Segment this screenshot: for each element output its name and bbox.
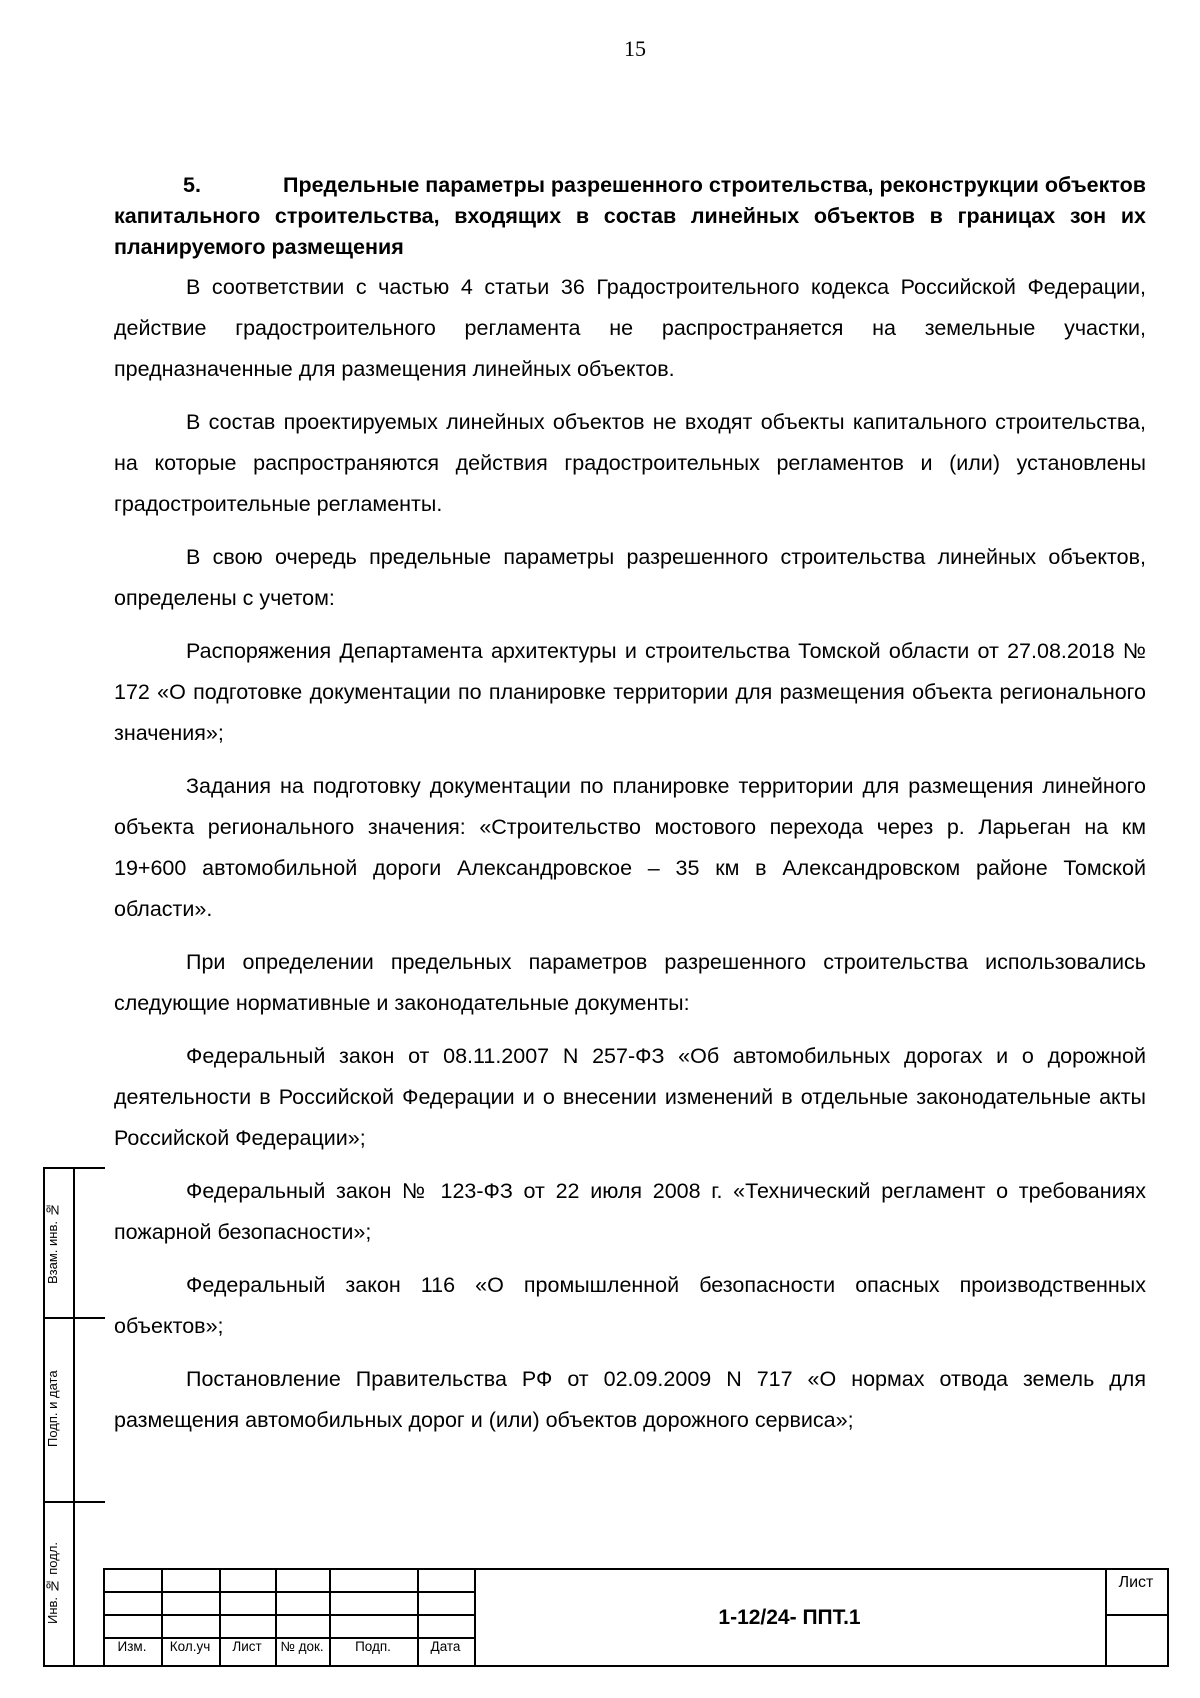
sheet-label: Лист (1118, 1574, 1154, 1591)
paragraph: Распоряжения Департамента архитектуры и строительства Томской области от 27.08.2018 № 172 «О подготовке документации по планировке территории для размещения объекта регионального значения»; (114, 639, 1146, 745)
header-data: Дата (430, 1639, 461, 1654)
header-nom-dok: № док. (280, 1639, 324, 1654)
header-list: Лист (232, 1639, 262, 1654)
paragraph: Постановление Правительства РФ от 02.09.2009 N 717 «О нормах отвода земель для размещения автомобильных дорог и (или) объектов дорожного сервиса»; (114, 1367, 1146, 1432)
paragraph: В свою очередь предельные параметры разрешенного строительства линейных объектов, определены с учетом: (114, 545, 1146, 610)
header-izm: Изм. (117, 1639, 147, 1654)
paragraph: В состав проектируемых линейных объектов не входят объекты капитального строительства, на которые распространяются действия градостроительных регламентов и (или) установлены градостроительные регламенты. (114, 410, 1146, 516)
document-code: 1-12/24- ППТ.1 (718, 1605, 861, 1629)
inv-podl-label: Инв. № подл. (45, 1541, 60, 1625)
side-stamp (43, 1167, 105, 1667)
paragraph: Федеральный закон 116 «О промышленной безопасности опасных производственных объектов»; (114, 1273, 1146, 1338)
paragraph: Федеральный закон от 08.11.2007 N 257-ФЗ «Об автомобильных дорогах и о дорожной деятельности в Российской Федерации и о внесении изменений в отдельные законодательные акты Российской Федерации»; (114, 1044, 1146, 1150)
document-body (114, 170, 1146, 1453)
paragraph: В соответствии с частью 4 статьи 36 Градостроительного кодекса Российской Федерации, действие градостроительного регламента не распространяется на земельные участки, предназначенные для размещения линейных объектов. (114, 275, 1146, 381)
title-block (103, 1568, 1169, 1667)
section-title: Предельные параметры разрешенного строительства, реконструкции объектов капитального строительства, входящих в состав линейных объектов в границах зон их планируемого размещения (114, 173, 1146, 259)
paragraph: Задания на подготовку документации по планировке территории для размещения линейного объекта регионального значения: «Строительство мостового перехода через р. Ларьеган на км 19+600 автомобильной дороги Александровское – 35 км в Александровском районе Томской области». (114, 774, 1146, 921)
section-heading (114, 170, 1146, 263)
vzam-inv-label: Взам. инв. № (45, 1202, 60, 1284)
podp-data-label: Подп. и дата (45, 1370, 60, 1448)
header-podp: Подп. (355, 1639, 391, 1654)
paragraph: Федеральный закон № 123-ФЗ от 22 июля 2008 г. «Технический регламент о требованиях пожарной безопасности»; (114, 1179, 1146, 1244)
revision-table (103, 1570, 474, 1665)
section-number: 5. (183, 173, 201, 197)
paragraph: При определении предельных параметров разрешенного строительства использовались следующие нормативные и законодательные документы: (114, 950, 1146, 1015)
header-kol-uch: Кол.уч (169, 1639, 211, 1654)
page-number: 15 (624, 36, 646, 61)
sheet-box (1105, 1570, 1167, 1665)
